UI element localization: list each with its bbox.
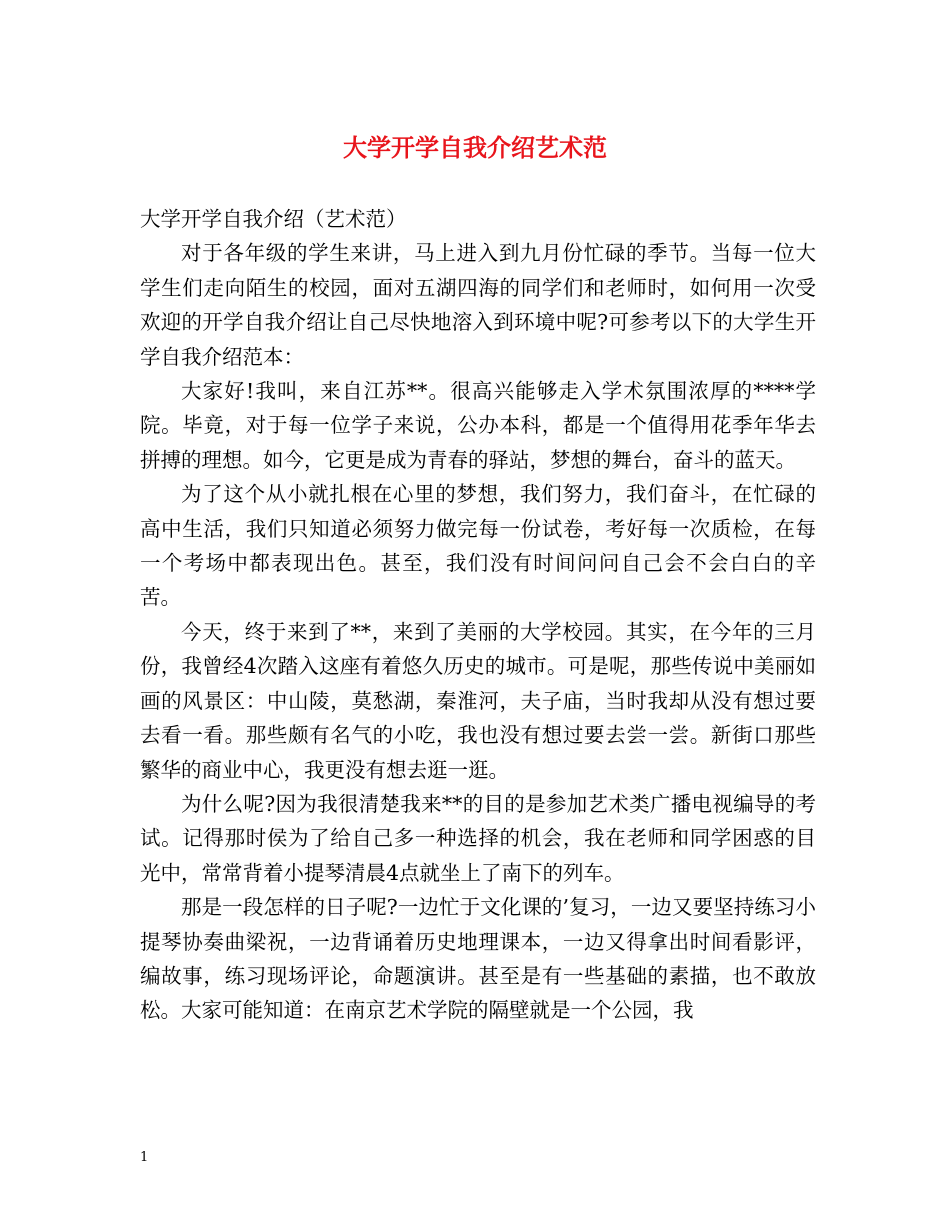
document-title: 大学开学自我介绍艺术范 — [343, 133, 607, 162]
body-paragraph: 大家好!我叫，来自江苏**。很高兴能够走入学术氛围浓厚的****学院。毕竟，对于每一位学子来说，公办本科，都是一个值得用花季年华去拼搏的理想。如今，它更是成为青春的驿站，梦想的舞台，奋斗的蓝天。 — [140, 379, 816, 472]
body-paragraph: 为了这个从小就扎根在心里的梦想，我们努力，我们奋斗，在忙碌的高中生活，我们只知道必须努力做完每一份试卷，考好每一次质检，在每一个考场中都表现出色。甚至，我们没有时间问问自己会不会白白的辛苦。 — [140, 482, 816, 610]
document-body — [140, 202, 816, 1028]
body-paragraph: 今天，终于来到了**，来到了美丽的大学校园。其实，在今年的三月份，我曾经4次踏入这座有着悠久历史的城市。可是呢，那些传说中美丽如画的风景区：中山陵，莫愁湖，秦淮河，夫子庙，当时我却从没有想过要去看一看。那些颇有名气的小吃，我也没有想过要去尝一尝。新街口那些繁华的商业中心，我更没有想去逛一逛。 — [140, 619, 816, 782]
body-paragraph: 对于各年级的学生来讲，马上进入到九月份忙碌的季节。当每一位大学生们走向陌生的校园，面对五湖四海的同学们和老师时，如何用一次受欢迎的开学自我介绍让自己尽快地溶入到环境中呢?可参考以下的大学生开学自我介绍范本： — [140, 241, 816, 369]
body-paragraph: 为什么呢?因为我很清楚我来**的目的是参加艺术类广播电视编导的考试。记得那时侯为了给自己多一种选择的机会，我在老师和同学困惑的目光中，常常背着小提琴清晨4点就坐上了南下的列车。 — [140, 791, 816, 885]
body-paragraph: 那是一段怎样的日子呢?一边忙于文化课的’复习，一边又要坚持练习小提琴协奏曲梁祝，一边背诵着历史地理课本，一边又得拿出时间看影评，编故事，练习现场评论，命题演讲。甚至是有一些基础的素描，也不敢放松。大家可能知道：在南京艺术学院的隔壁就是一个公园，我 — [140, 895, 816, 1023]
document-subtitle: 大学开学自我介绍（艺术范） — [140, 207, 407, 231]
page-number: 1 — [140, 1150, 149, 1165]
